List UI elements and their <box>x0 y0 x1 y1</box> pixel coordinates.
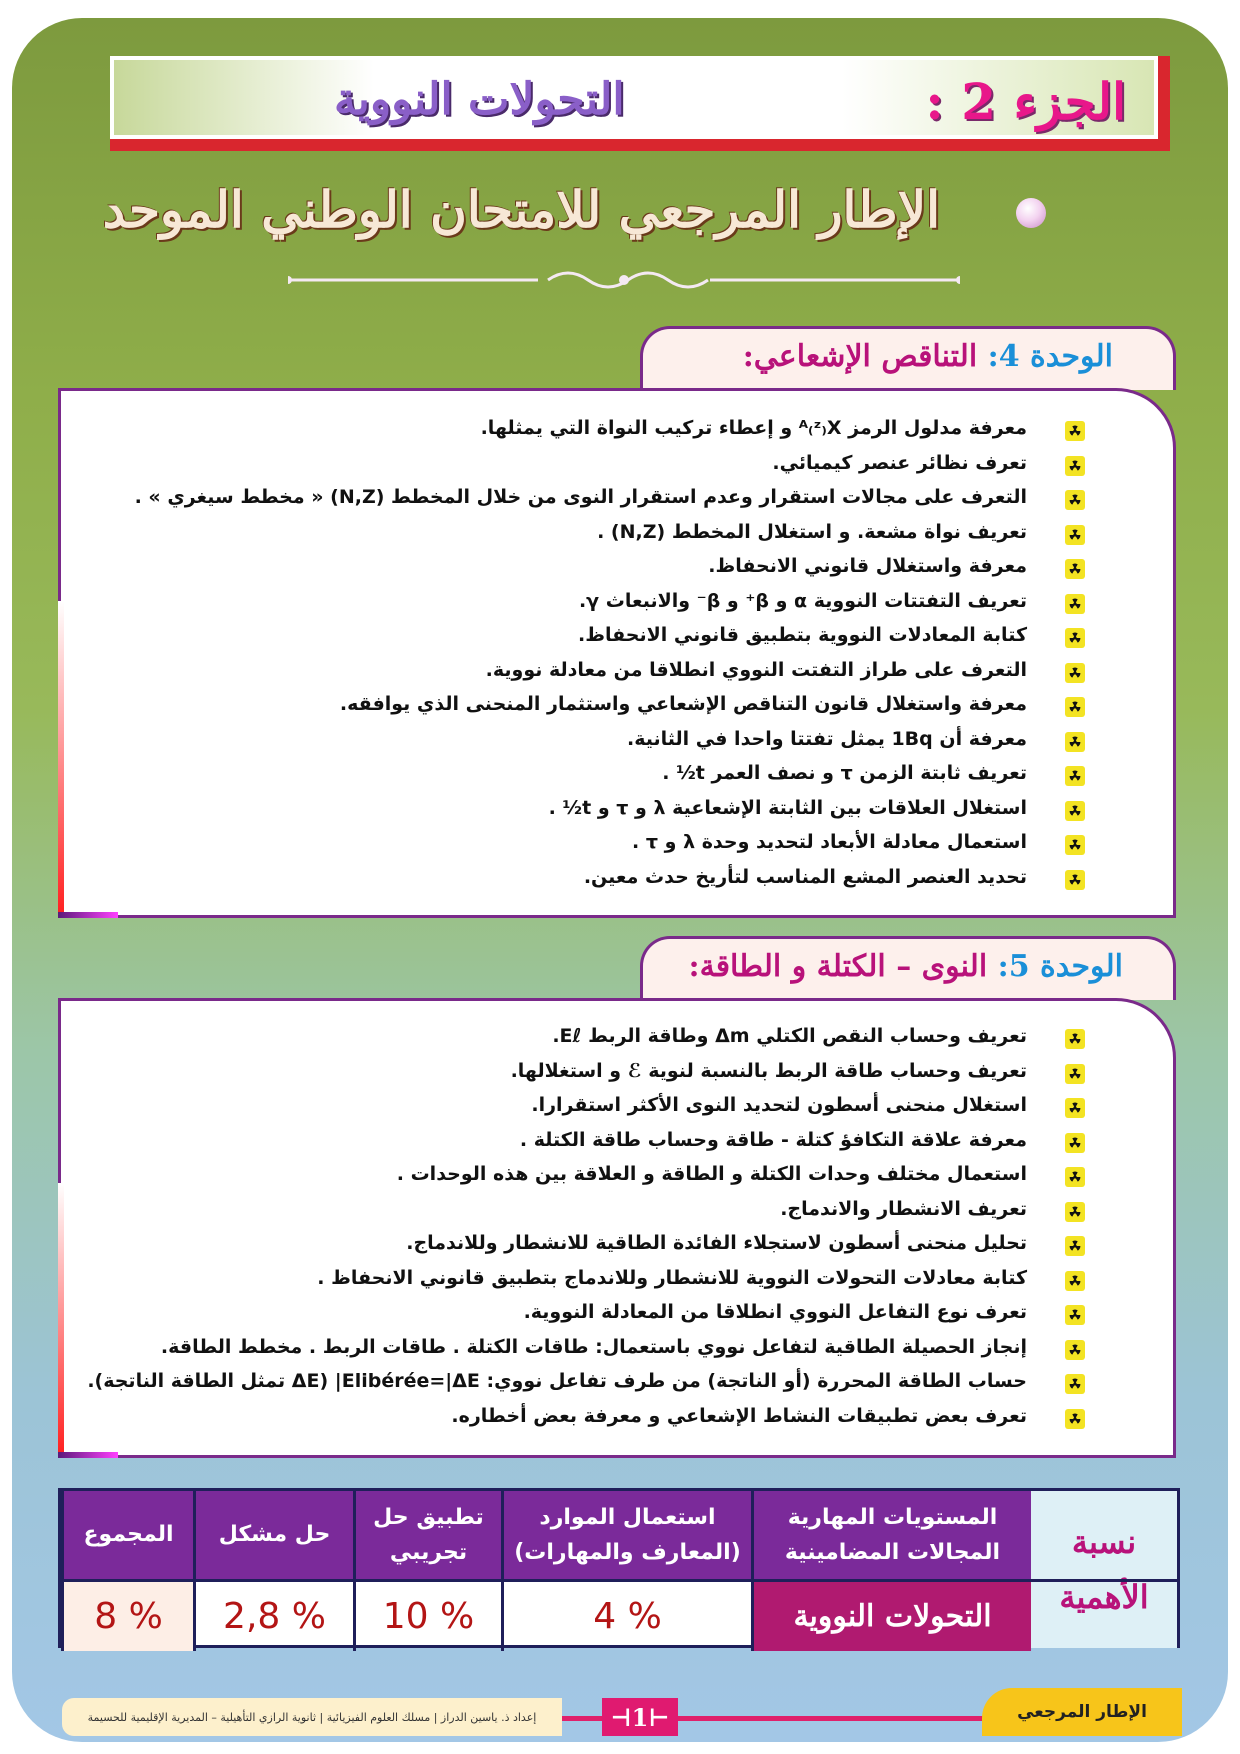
list-item <box>61 1161 1173 1196</box>
list-item <box>61 657 1173 692</box>
list-item-text: كتابة المعادلات النووية بتطبيق قانوني الانحفاظ. <box>578 624 1027 646</box>
radiation-icon <box>1065 525 1085 545</box>
unit-4-panel <box>58 388 1176 918</box>
list-item <box>61 588 1173 623</box>
radiation-icon <box>1065 663 1085 683</box>
radiation-icon <box>1065 1409 1085 1429</box>
radiation-icon <box>1065 1167 1085 1187</box>
radiation-icon <box>1065 1374 1085 1394</box>
part-label: الجزء 2 : <box>925 72 1126 131</box>
list-item-text: معرفة واستغلال قانون التناقص الإشعاعي واستثمار المنحنى الذي يوافقه. <box>339 693 1027 715</box>
unit-5-heading <box>689 949 1123 984</box>
list-item-text: تحديد العنصر المشع المناسب لتأريخ حدث معين. <box>583 865 1027 888</box>
list-item-text: تعرف نوع التفاعل النووي انطلاقا من المعادلة النووية. <box>523 1301 1027 1323</box>
list-item-text: تعريف ثابتة الزمن τ و نصف العمر t½ . <box>662 762 1027 784</box>
list-item <box>61 726 1173 761</box>
list-item <box>61 691 1173 726</box>
radiation-icon <box>1065 835 1085 855</box>
list-item-text: معرفة واستغلال قانوني الانحفاظ. <box>708 555 1027 577</box>
unit-5-number: 5: <box>997 949 1030 984</box>
list-item <box>61 1403 1173 1438</box>
list-item-text: تعريف الانشطار والاندماج. <box>780 1197 1027 1220</box>
radiation-icon <box>1065 870 1085 890</box>
unit-5-tab <box>640 936 1176 1000</box>
unit-4-heading <box>743 339 1113 374</box>
radiation-icon <box>1065 1271 1085 1291</box>
radiation-icon <box>1065 1098 1085 1118</box>
radiation-icon <box>1065 1236 1085 1256</box>
list-item <box>61 829 1173 864</box>
list-item-text: تعريف وحساب النقص الكتلي Δm وطاقة الربط Eℓ. <box>552 1025 1027 1047</box>
list-item-text: معرفة أن 1Bq يمثل تفتتا واحدا في الثانية. <box>627 727 1027 750</box>
radiation-icon <box>1065 1029 1085 1049</box>
list-item <box>61 795 1173 830</box>
list-item-text: كتابة معادلات التحولات النووية للانشطار وللاندماج بتطبيق قانوني الانحفاظ . <box>317 1266 1027 1289</box>
list-item-text: معرفة مدلول الرمز ᴬ₍ᶻ₎X و إعطاء تركيب النواة التي يمثلها. <box>480 417 1027 439</box>
list-item <box>61 1127 1173 1162</box>
footer-credits: إعداد ذ. ياسين الدراز | مسلك العلوم الفيزيائية | ثانوية الرازي التأهيلية – المديرية الإقليمية للحسيمة <box>62 1698 562 1736</box>
list-item-text: تعريف وحساب طاقة الربط بالنسبة لنوية ℰ و استغلالها. <box>510 1059 1027 1082</box>
list-item <box>61 553 1173 588</box>
unit-4-word: الوحدة <box>1030 339 1113 374</box>
value-experimental: 10 % <box>353 1582 501 1651</box>
unit-4-number: 4: <box>987 339 1020 374</box>
list-item-text: تعريف التفتتات النووية α و β⁺ و β⁻ والانبعاث γ. <box>578 589 1027 612</box>
radiation-icon <box>1065 732 1085 752</box>
page-number-text: 1 <box>631 1702 649 1732</box>
value-domain: التحولات النووية <box>751 1582 1031 1651</box>
radiation-icon <box>1065 628 1085 648</box>
part-title-box <box>110 56 1170 151</box>
header-resources: استعمال الموارد (المعارف والمهارات) <box>501 1491 751 1579</box>
list-item <box>61 1023 1173 1058</box>
part-title: التحولات النووية <box>334 74 625 125</box>
list-item-text: تعرف بعض تطبيقات النشاط الإشعاعي و معرفة بعض أخطاره. <box>451 1404 1027 1427</box>
list-item-text: استعمال مختلف وحدات الكتلة و الطاقة و العلاقة بين هذه الوحدات . <box>396 1163 1027 1185</box>
list-item <box>61 415 1173 450</box>
radiation-icon <box>1065 559 1085 579</box>
value-total: 8 % <box>61 1582 193 1651</box>
radiation-icon <box>1065 697 1085 717</box>
weights-side-label: نسبة الأهمية <box>1031 1491 1177 1648</box>
unit-4-tab <box>640 326 1176 390</box>
unit-5-word: الوحدة <box>1040 949 1123 984</box>
list-item <box>61 484 1173 519</box>
ornament-divider-icon <box>288 265 960 295</box>
list-item-text: إنجاز الحصيلة الطاقية لتفاعل نووي باستعمال: طاقات الكتلة . طاقات الربط . مخطط الطاقة. <box>160 1335 1027 1358</box>
unit-5-list <box>61 1023 1173 1437</box>
unit-5-title: النوى – الكتلة و الطاقة: <box>688 949 988 984</box>
list-item <box>61 1334 1173 1369</box>
list-item-text: معرفة علاقة التكافؤ كتلة - طاقة وحساب طاقة الكتلة . <box>519 1128 1027 1151</box>
list-item-text: التعرف على طراز التفتت النووي انطلاقا من معادلة نووية. <box>485 658 1027 681</box>
unit-4-list <box>61 415 1173 898</box>
list-item <box>61 864 1173 899</box>
list-item-text: استعمال معادلة الأبعاد لتحديد وحدة λ و τ . <box>632 831 1027 853</box>
unit-4-title: التناقص الإشعاعي: <box>742 339 978 374</box>
header-experimental: تطبيق حل تجريبي <box>353 1491 501 1579</box>
list-item <box>61 1368 1173 1403</box>
radiation-icon <box>1065 490 1085 510</box>
list-item-text: التعرف على مجالات استقرار وعدم استقرار النوى من خلال المخطط (N,Z) « مخطط سيغري » . <box>134 486 1027 508</box>
unit-5-panel <box>58 998 1176 1458</box>
list-item <box>61 760 1173 795</box>
page-subtitle: الإطار المرجعي للامتحان الوطني الموحد <box>102 180 940 239</box>
list-item <box>61 450 1173 485</box>
pearl-bullet-icon <box>1016 198 1046 228</box>
radiation-icon <box>1065 594 1085 614</box>
list-item-text: استغلال العلاقات بين الثابتة الإشعاعية λ و τ و t½ . <box>548 796 1027 819</box>
radiation-icon <box>1065 421 1085 441</box>
radiation-icon <box>1065 456 1085 476</box>
page-footer <box>62 1694 1182 1740</box>
list-item-text: استغلال منحنى أسطون لتحديد النوى الأكثر استقرارا. <box>531 1094 1027 1116</box>
radiation-icon <box>1065 1305 1085 1325</box>
footer-label: الإطار المرجعي <box>982 1688 1182 1736</box>
weights-table <box>58 1488 1180 1648</box>
list-item <box>61 1265 1173 1300</box>
header-total: المجموع <box>61 1491 193 1579</box>
list-item-text: تعرف نظائر عنصر كيميائي. <box>772 451 1027 474</box>
list-item <box>61 1058 1173 1093</box>
weights-value-row <box>61 1579 1177 1651</box>
list-item <box>61 1230 1173 1265</box>
list-item <box>61 519 1173 554</box>
radiation-icon <box>1065 1064 1085 1084</box>
list-item <box>61 622 1173 657</box>
header-domains: المستويات المهارية المجالات المضامينية <box>751 1491 1031 1579</box>
value-problem: 2,8 % <box>193 1582 353 1651</box>
weights-header-row <box>61 1491 1177 1579</box>
radiation-icon <box>1065 1133 1085 1153</box>
header-problem: حل مشكل <box>193 1491 353 1579</box>
list-item <box>61 1196 1173 1231</box>
list-item-text: تحليل منحنى أسطون لاستجلاء الفائدة الطاقية للانشطار وللاندماج. <box>406 1232 1027 1254</box>
radiation-icon <box>1065 766 1085 786</box>
radiation-icon <box>1065 801 1085 821</box>
value-resources: 4 % <box>501 1582 751 1651</box>
radiation-icon <box>1065 1202 1085 1222</box>
list-item-text: حساب الطاقة المحررة (أو الناتجة) من طرف تفاعل نووي: Elibérée=|ΔE| (ΔE تمثل الطاقة الناتجة). <box>87 1370 1027 1392</box>
page-number: ⊣ 1 ⊢ <box>602 1698 678 1736</box>
list-item <box>61 1299 1173 1334</box>
list-item <box>61 1092 1173 1127</box>
list-item-text: تعريف نواة مشعة. و استغلال المخطط (N,Z) . <box>597 520 1027 543</box>
radiation-icon <box>1065 1340 1085 1360</box>
